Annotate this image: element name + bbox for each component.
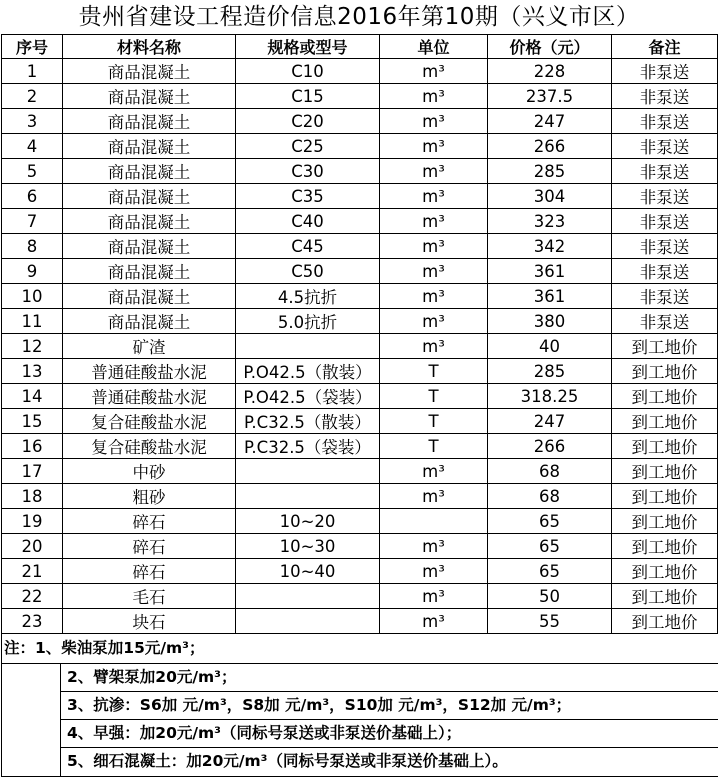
cell-unit: m³: [380, 109, 488, 134]
table-row: [2, 584, 718, 609]
cell-remark: 非泵送: [612, 84, 718, 109]
cell-spec: 10~20: [236, 509, 380, 534]
header-unit: 单位: [380, 35, 488, 59]
cell-material-name: 商品混凝土: [63, 209, 236, 234]
table-row: [2, 209, 718, 234]
cell-unit: T: [380, 409, 488, 434]
table-row: [2, 459, 718, 484]
cell-remark: 到工地价: [612, 584, 718, 609]
cell-material-name: 复合硅酸盐水泥: [63, 409, 236, 434]
cell-remark: 非泵送: [612, 209, 718, 234]
cell-row-number: 8: [2, 234, 63, 259]
cell-price: 68: [488, 459, 612, 484]
cell-unit: m³: [380, 609, 488, 634]
cell-price: 285: [488, 359, 612, 384]
cell-spec: C30: [236, 159, 380, 184]
cell-price: 68: [488, 484, 612, 509]
cell-unit: m³: [380, 559, 488, 584]
cell-remark: 到工地价: [612, 484, 718, 509]
cell-price: 318.25: [488, 384, 612, 409]
table-row: [2, 184, 718, 209]
cell-spec: 10~40: [236, 559, 380, 584]
cell-row-number: 16: [2, 434, 63, 459]
cell-material-name: 商品混凝土: [63, 284, 236, 309]
cell-row-number: 1: [2, 59, 63, 84]
cell-material-name: 毛石: [63, 584, 236, 609]
cell-material-name: 碎石: [63, 534, 236, 559]
cell-row-number: 2: [2, 84, 63, 109]
cell-remark: 非泵送: [612, 309, 718, 334]
cell-unit: m³: [380, 184, 488, 209]
cell-unit: [380, 509, 488, 534]
cell-row-number: 23: [2, 609, 63, 634]
cell-row-number: 13: [2, 359, 63, 384]
cell-material-name: 商品混凝土: [63, 159, 236, 184]
cell-material-name: 商品混凝土: [63, 109, 236, 134]
cell-material-name: 中砂: [63, 459, 236, 484]
cell-row-number: 18: [2, 484, 63, 509]
note-3: 3、抗渗：S6加 元/m³，S8加 元/m³，S10加 元/m³，S12加 元/m³；: [60, 692, 718, 720]
cell-spec: [236, 484, 380, 509]
cell-row-number: 6: [2, 184, 63, 209]
cell-material-name: 矿渣: [63, 334, 236, 359]
header-note: 备注: [612, 35, 718, 59]
cell-remark: 到工地价: [612, 334, 718, 359]
table-row: [2, 484, 718, 509]
cell-unit: m³: [380, 334, 488, 359]
cell-price: 361: [488, 284, 612, 309]
cell-price: 361: [488, 259, 612, 284]
table-row: [2, 234, 718, 259]
cell-row-number: 21: [2, 559, 63, 584]
cell-price: 285: [488, 159, 612, 184]
cell-remark: 到工地价: [612, 609, 718, 634]
cell-spec: 10~30: [236, 534, 380, 559]
cell-remark: 非泵送: [612, 184, 718, 209]
cell-spec: [236, 609, 380, 634]
table-row: [2, 84, 718, 109]
cell-material-name: 普通硅酸盐水泥: [63, 359, 236, 384]
cell-remark: 到工地价: [612, 459, 718, 484]
table-row: [2, 309, 718, 334]
cell-spec: C40: [236, 209, 380, 234]
table-row: [2, 109, 718, 134]
cell-remark: 到工地价: [612, 359, 718, 384]
cell-spec: P.C32.5（袋装）: [236, 434, 380, 459]
cell-price: 40: [488, 334, 612, 359]
cell-remark: 到工地价: [612, 384, 718, 409]
cell-remark: 非泵送: [612, 134, 718, 159]
cell-unit: m³: [380, 259, 488, 284]
cell-price: 304: [488, 184, 612, 209]
cell-unit: m³: [380, 59, 488, 84]
cell-spec: P.O42.5（散装）: [236, 359, 380, 384]
table-row: [2, 359, 718, 384]
cell-unit: T: [380, 384, 488, 409]
cell-unit: m³: [380, 84, 488, 109]
cell-spec: C50: [236, 259, 380, 284]
page-title: 贵州省建设工程造价信息2016年第10期（兴义市区）: [78, 4, 640, 30]
table-row: [2, 509, 718, 534]
cell-material-name: 商品混凝土: [63, 234, 236, 259]
cell-unit: T: [380, 359, 488, 384]
cell-unit: m³: [380, 484, 488, 509]
cell-material-name: 商品混凝土: [63, 84, 236, 109]
cell-price: 65: [488, 534, 612, 559]
cell-spec: C35: [236, 184, 380, 209]
cell-remark: 到工地价: [612, 434, 718, 459]
table-row: [2, 259, 718, 284]
cell-row-number: 5: [2, 159, 63, 184]
cell-remark: 非泵送: [612, 159, 718, 184]
cell-spec: [236, 334, 380, 359]
cell-unit: m³: [380, 309, 488, 334]
cell-material-name: 普通硅酸盐水泥: [63, 384, 236, 409]
cell-price: 247: [488, 109, 612, 134]
cell-spec: P.C32.5（散装）: [236, 409, 380, 434]
cell-row-number: 14: [2, 384, 63, 409]
cell-remark: 到工地价: [612, 509, 718, 534]
cell-unit: m³: [380, 534, 488, 559]
table-row: [2, 534, 718, 559]
cell-spec: P.O42.5（袋装）: [236, 384, 380, 409]
table-row: [2, 409, 718, 434]
cell-row-number: 7: [2, 209, 63, 234]
cell-remark: 到工地价: [612, 534, 718, 559]
cell-material-name: 碎石: [63, 559, 236, 584]
cell-material-name: 商品混凝土: [63, 184, 236, 209]
cell-price: 380: [488, 309, 612, 334]
cell-remark: 非泵送: [612, 259, 718, 284]
cell-remark: 非泵送: [612, 59, 718, 84]
cell-spec: C25: [236, 134, 380, 159]
cell-unit: m³: [380, 234, 488, 259]
cell-unit: T: [380, 434, 488, 459]
cell-row-number: 10: [2, 284, 63, 309]
cell-remark: 非泵送: [612, 109, 718, 134]
table-row: [2, 559, 718, 584]
table-row: [2, 334, 718, 359]
cell-unit: m³: [380, 284, 488, 309]
table-row: [2, 609, 718, 634]
header-spec: 规格或型号: [236, 35, 380, 59]
notes-section: [1, 634, 718, 777]
cell-price: 247: [488, 409, 612, 434]
cell-price: 50: [488, 584, 612, 609]
cell-price: 55: [488, 609, 612, 634]
note-1: 注：1、柴油泵加15元/m³；: [2, 634, 718, 664]
cell-row-number: 11: [2, 309, 63, 334]
note-4: 4、早强：加20元/m³（同标号泵送或非泵送价基础上）；: [60, 720, 718, 748]
cell-material-name: 商品混凝土: [63, 259, 236, 284]
cell-price: 342: [488, 234, 612, 259]
cell-material-name: 碎石: [63, 509, 236, 534]
cell-row-number: 19: [2, 509, 63, 534]
cell-row-number: 15: [2, 409, 63, 434]
cell-price: 65: [488, 509, 612, 534]
cell-spec: [236, 584, 380, 609]
table-row: [2, 384, 718, 409]
cell-spec: [236, 459, 380, 484]
table-row: [2, 159, 718, 184]
cell-price: 228: [488, 59, 612, 84]
cell-remark: 非泵送: [612, 284, 718, 309]
cell-remark: 到工地价: [612, 559, 718, 584]
cell-price: 266: [488, 134, 612, 159]
cell-material-name: 复合硅酸盐水泥: [63, 434, 236, 459]
note-5: 5、细石混凝土：加20元/m³（同标号泵送或非泵送价基础上）。: [60, 748, 718, 776]
table-row: [2, 284, 718, 309]
header-row: [2, 35, 718, 59]
cell-spec: C20: [236, 109, 380, 134]
cell-row-number: 9: [2, 259, 63, 284]
price-table: [1, 34, 718, 634]
cell-material-name: 粗砂: [63, 484, 236, 509]
cell-price: 65: [488, 559, 612, 584]
header-price: 价格（元）: [488, 35, 612, 59]
cell-unit: m³: [380, 209, 488, 234]
cell-spec: C10: [236, 59, 380, 84]
note-2: 2、臂架泵加20元/m³；: [60, 664, 718, 692]
table-row: [2, 59, 718, 84]
cell-unit: m³: [380, 584, 488, 609]
cell-material-name: 商品混凝土: [63, 309, 236, 334]
table-row: [2, 434, 718, 459]
cell-material-name: 块石: [63, 609, 236, 634]
cell-material-name: 商品混凝土: [63, 134, 236, 159]
cell-unit: m³: [380, 134, 488, 159]
cell-price: 323: [488, 209, 612, 234]
cell-spec: 5.0抗折: [236, 309, 380, 334]
cell-price: 237.5: [488, 84, 612, 109]
cell-row-number: 3: [2, 109, 63, 134]
cell-remark: 到工地价: [612, 409, 718, 434]
cell-spec: C15: [236, 84, 380, 109]
header-name: 材料名称: [63, 35, 236, 59]
cell-unit: m³: [380, 159, 488, 184]
cell-row-number: 12: [2, 334, 63, 359]
cell-remark: 非泵送: [612, 234, 718, 259]
cell-row-number: 20: [2, 534, 63, 559]
cell-spec: 4.5抗折: [236, 284, 380, 309]
cell-row-number: 22: [2, 584, 63, 609]
cell-row-number: 4: [2, 134, 63, 159]
cell-price: 266: [488, 434, 612, 459]
table-row: [2, 134, 718, 159]
cell-spec: C45: [236, 234, 380, 259]
cell-unit: m³: [380, 459, 488, 484]
header-no: 序号: [2, 35, 63, 59]
cell-material-name: 商品混凝土: [63, 59, 236, 84]
cell-row-number: 17: [2, 459, 63, 484]
